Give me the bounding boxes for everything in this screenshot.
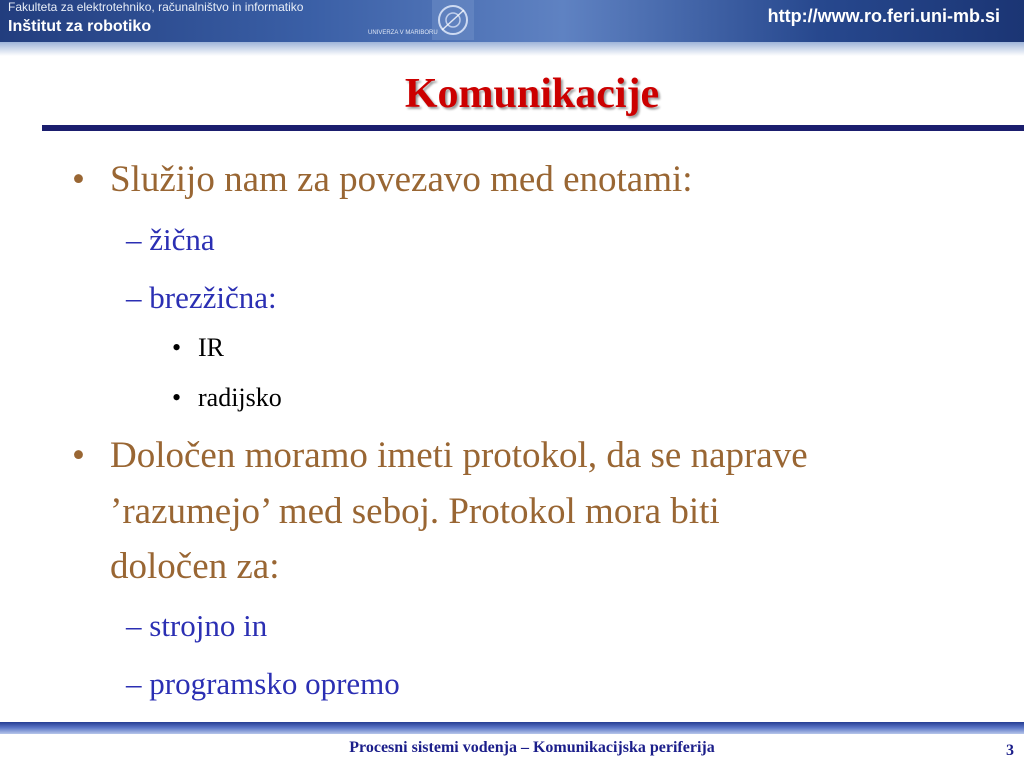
sub-item-hardware: – strojno in [126, 608, 268, 643]
bullet-2-line-2: ’razumejo’ med seboj. Protokol mora biti [110, 491, 720, 532]
sub-item-software: – programsko opremo [126, 666, 400, 701]
bullet-glyph: • [72, 435, 85, 476]
slide-title: Komunikacije [404, 71, 660, 117]
website-url[interactable]: http://www.ro.feri.uni-mb.si [767, 6, 1000, 26]
footer-band [0, 722, 1024, 734]
institute-name: Inštitut za robotiko [8, 18, 152, 35]
bullet-glyph: • [72, 159, 85, 200]
sub-sub-item-radio: radijsko [198, 383, 282, 412]
bullet-2-line-3: določen za: [110, 546, 280, 587]
university-label: UNIVERZA V MARIBORU [368, 30, 438, 36]
page-number: 3 [1006, 742, 1014, 759]
footer-title: Procesni sistemi vodenja – Komunikacijska periferija [349, 739, 715, 756]
bullet-glyph: • [172, 383, 182, 412]
sub-item-wireless: – brezžična: [126, 280, 277, 315]
sub-sub-item-ir: IR [198, 333, 224, 362]
bullet-glyph: • [172, 333, 182, 362]
sub-item-wired: – žična [126, 222, 215, 257]
bullet-1-text: Služijo nam za povezavo med enotami: [110, 159, 693, 200]
faculty-name: Fakulteta za elektrotehniko, računalništvo in informatiko [8, 0, 304, 14]
bullet-2-line-1: Določen moramo imeti protokol, da se naprave [110, 435, 808, 476]
